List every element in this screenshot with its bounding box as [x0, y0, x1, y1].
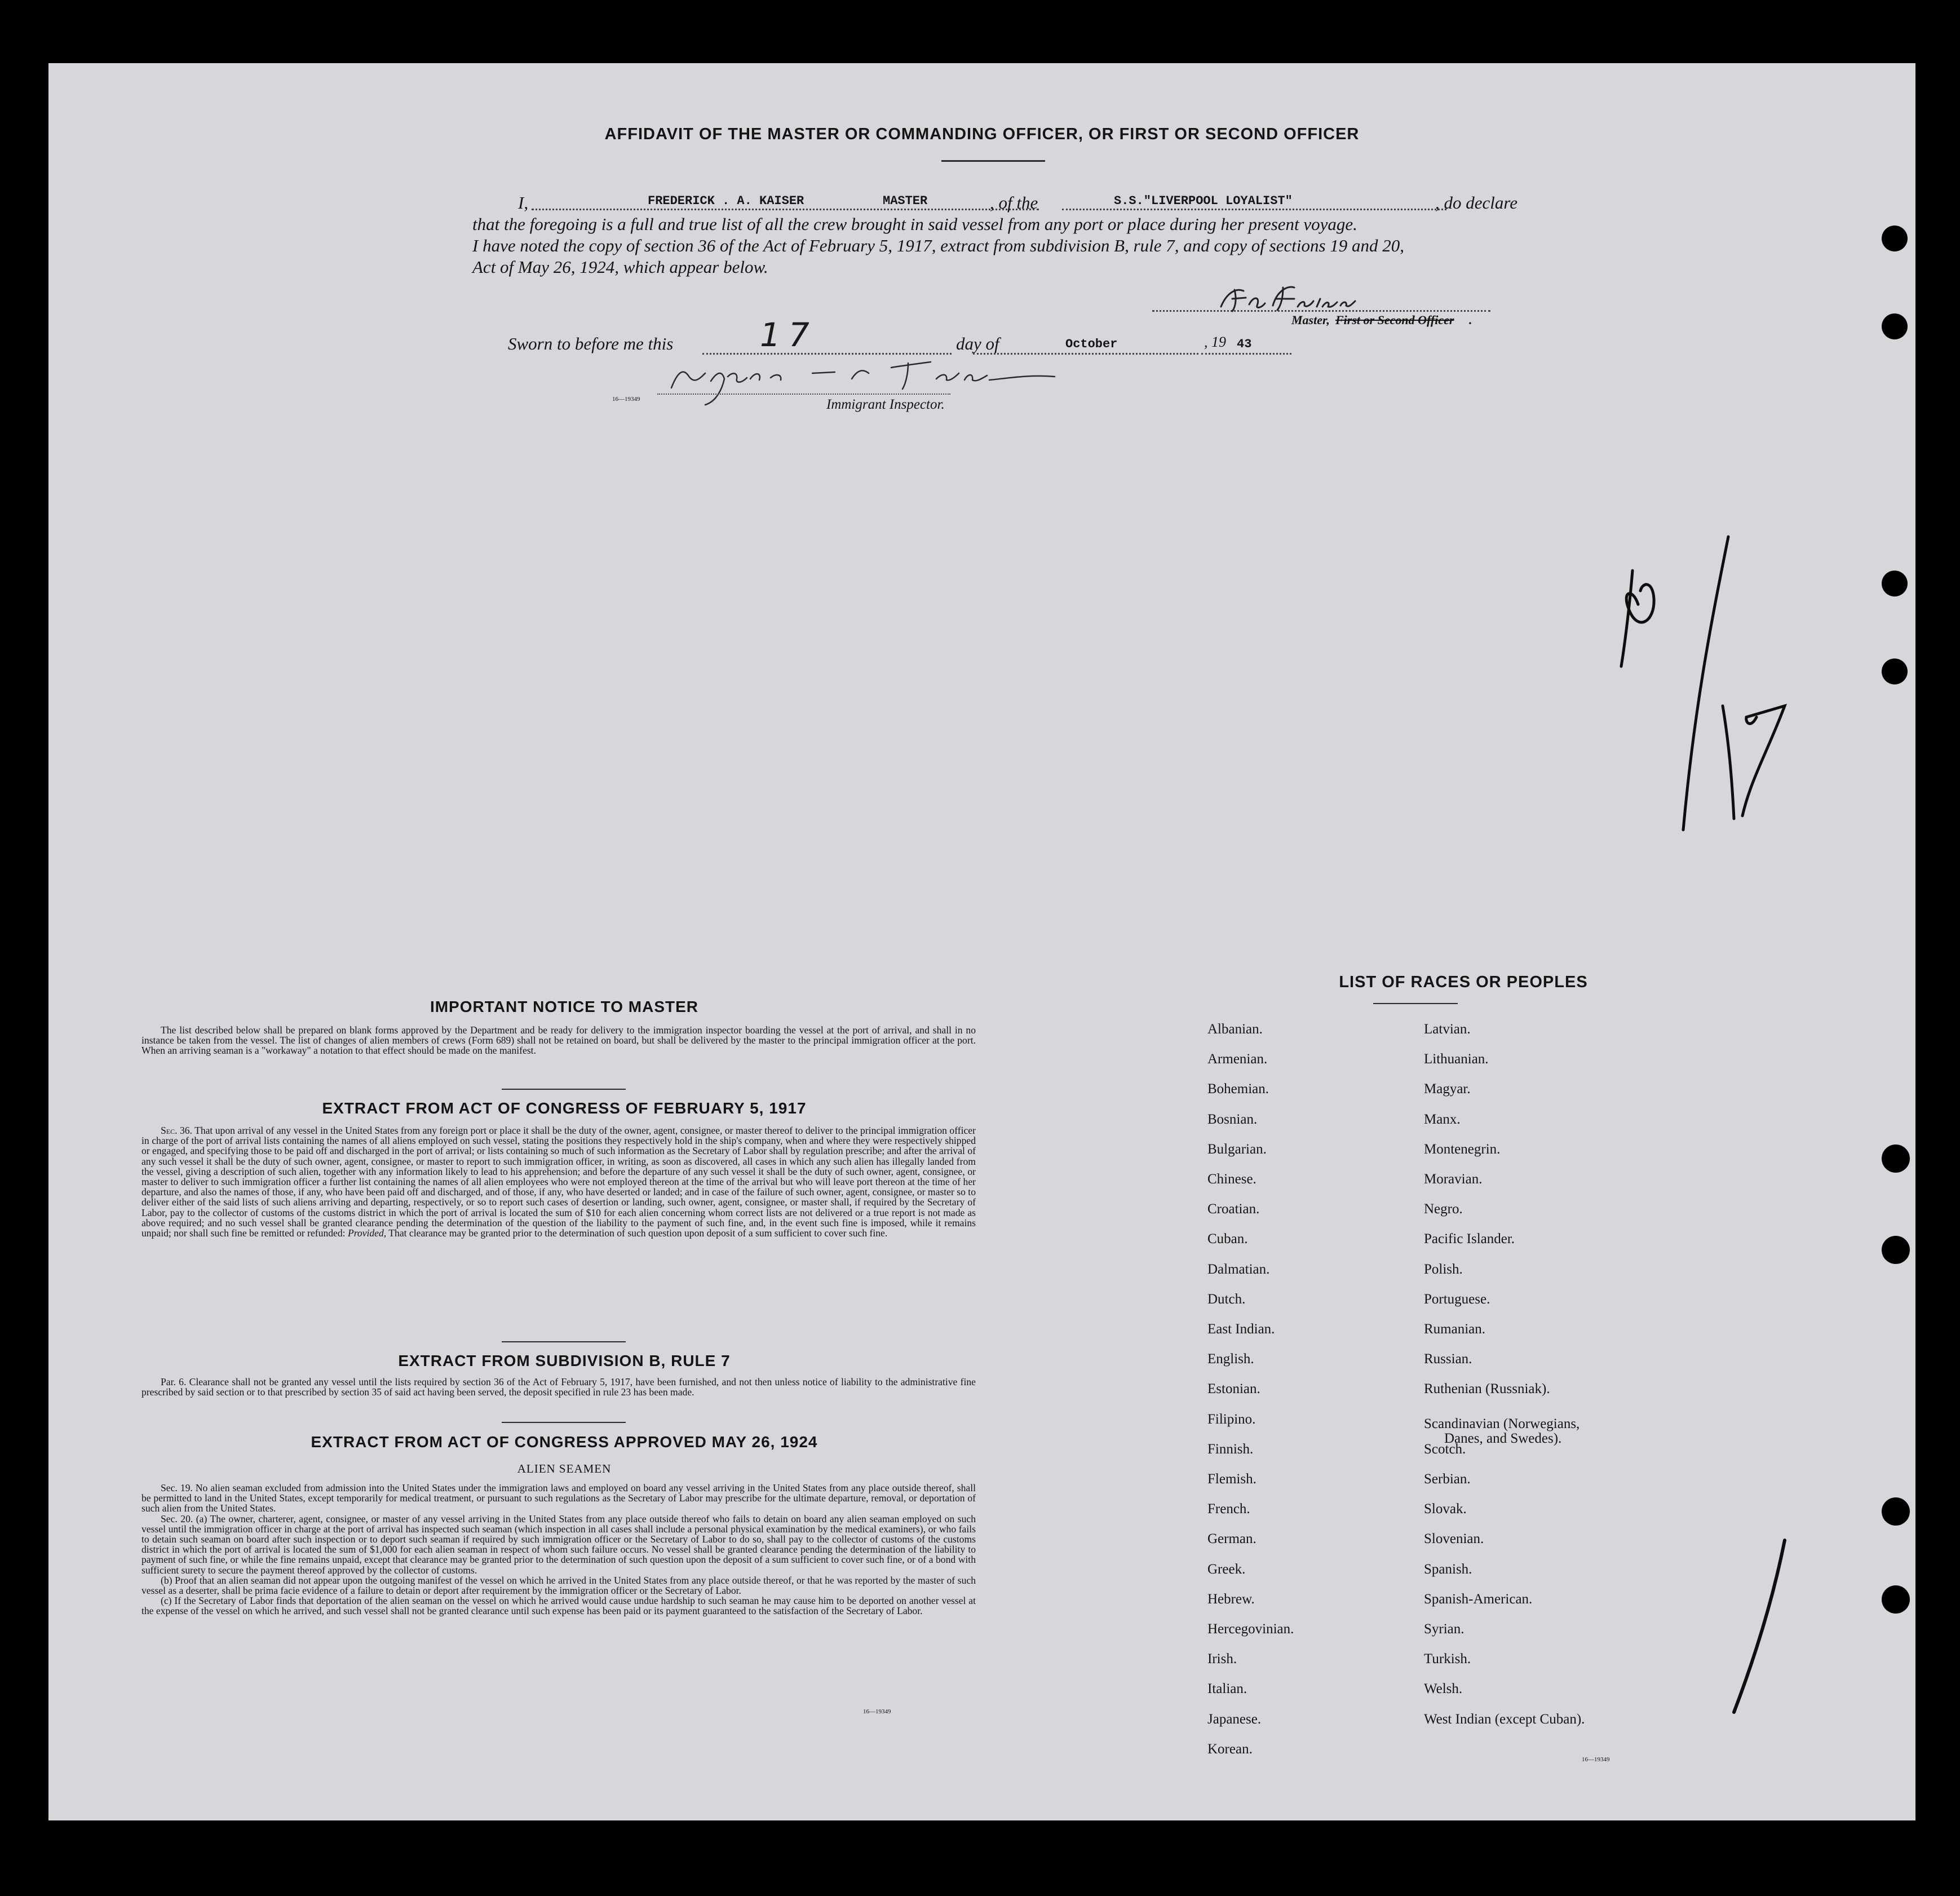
handwritten-date-note [1599, 537, 1881, 830]
race-item: Filipino. [1207, 1411, 1256, 1427]
race-item: Polish. [1424, 1261, 1463, 1277]
race-item: East Indian. [1207, 1322, 1275, 1337]
extract-1924-subtitle: ALIEN SEAMEN [517, 1462, 612, 1475]
master-name-typed: FREDERICK . A. KAISER [648, 194, 804, 208]
race-item: Croatian. [1207, 1201, 1260, 1217]
form-number-top: 16—19349 [612, 396, 640, 403]
race-item: Dalmatian. [1207, 1261, 1270, 1277]
extract-1917-block [141, 1125, 976, 1238]
extract-1924-block [141, 1483, 976, 1616]
race-item: Serbian. [1424, 1471, 1471, 1487]
sec36-label: Sec. 36. [161, 1125, 192, 1136]
affidavit-do-declare: , do declare [1435, 193, 1518, 213]
race-item: Negro. [1424, 1201, 1463, 1217]
year-prefix: , 19 [1204, 334, 1226, 350]
race-item: Scandinavian (Norwegians, [1424, 1416, 1580, 1431]
race-item: Welsh. [1424, 1681, 1463, 1697]
race-item: Albanian. [1207, 1022, 1263, 1037]
race-item: Slovenian. [1424, 1531, 1484, 1547]
document-page [48, 63, 1915, 1820]
sec20b-text: (b) Proof that an alien seaman did not appear upon the outgoing manifest of the vessel on which he arrived in the United States from any place outside thereof, or that he was reported by the master of such vessel as a deserter, shall be prima facie evidence of a failure to detain or deport after requirement by the immigration officer or the Secretary of Labor. [141, 1574, 976, 1597]
sworn-month-line [973, 353, 1198, 355]
notice-text: The list described below shall be prepared on blank forms approved by the Department and be ready for delivery to the immigration inspector boarding the vessel at the port of arrival, and shall in no instance be taken from the vessel. The list of changes of alien members of crews (Form 689) shall not be retained on board, but shall be delivered by the master to the principal immigration officer at the port. When an arriving seaman is a "workaway" a notation to that effect should be made on the manifest. [141, 1024, 976, 1057]
race-item: Finnish. [1207, 1441, 1254, 1457]
binder-hole [1882, 571, 1908, 596]
binder-hole [1882, 1144, 1910, 1173]
race-item: Chinese. [1207, 1172, 1256, 1187]
race-item: Armenian. [1207, 1051, 1268, 1067]
race-item: Cuban. [1207, 1231, 1248, 1247]
binder-hole [1882, 226, 1908, 251]
race-item: Hebrew. [1207, 1591, 1255, 1607]
race-item: Magyar. [1424, 1081, 1471, 1097]
race-item: Korean. [1207, 1741, 1253, 1757]
race-item: Japanese. [1207, 1711, 1262, 1727]
race-item: Pacific Islander. [1424, 1231, 1515, 1247]
sworn-day-line [702, 353, 952, 355]
races-divider [1373, 1003, 1458, 1004]
master-name-dotted-line [532, 209, 1039, 210]
day-of-text: day of [956, 334, 999, 353]
race-item: Portuguese. [1424, 1291, 1490, 1307]
sec20a-text: Sec. 20. (a) The owner, charterer, agent, consignee, or master of any vessel arriving in the United States from any place outside thereof who fails to detain on board any alien seaman employed on such vessel until the immigration officer in charge at the port of arrival has inspected such seaman (which inspection in all cases shall include a personal physical examination by the medical examiners), or who fails to detain such seaman on board after such inspection or to deport such seaman if required by such immigration officer or the Secretary of Labor to do so, shall pay to the collector of customs of the customs district in which the port of arrival is located the sum of $1,000 for each alien seaman in respect of whom such failure occurs. No vessel shall be granted clearance pending the determination of the liability to payment of such fine, or while the fine remains unpaid, except that clearance may be granted prior to the determination of such question upon the deposit of a sum sufficient to cover such fine, or of a bond with sufficient surety to secure the payment thereof approved by the collector of customs. [141, 1513, 976, 1576]
master-role-typed: MASTER [883, 194, 928, 208]
signature-caption-struck: First or Second Officer [1335, 313, 1454, 327]
extract-1917-title: EXTRACT FROM ACT OF CONGRESS OF FEBRUARY 5, 1917 [322, 1099, 807, 1117]
inspector-caption: Immigrant Inspector. [826, 397, 945, 412]
race-item: Bohemian. [1207, 1081, 1269, 1097]
race-item: Flemish. [1207, 1471, 1256, 1487]
races-title: LIST OF RACES OR PEOPLES [1339, 973, 1588, 991]
sec36-proviso-text: That clearance may be granted prior to the determination of such question upon deposit of a sum sufficient to cover such fine. [388, 1227, 888, 1239]
form-number-bottom-right: 16—19349 [1582, 1756, 1610, 1763]
notice-text-block [141, 1025, 976, 1056]
race-item: Dutch. [1207, 1291, 1246, 1307]
sec36-proviso: Provided, [347, 1227, 387, 1239]
vessel-dotted-line [1062, 209, 1446, 210]
race-item: Scotch. [1424, 1441, 1466, 1457]
race-item: Hercegovinian. [1207, 1621, 1294, 1637]
title-divider [941, 160, 1045, 162]
signature-caption-master: Master, [1291, 313, 1330, 327]
race-item: Russian. [1424, 1351, 1472, 1367]
race-item: Bosnian. [1207, 1111, 1258, 1127]
extract-1917-divider [502, 1341, 626, 1342]
binder-hole [1882, 1585, 1910, 1614]
affidavit-line2: that the foregoing is a full and true list of all the crew brought in said vessel from any port or place during her present voyage. [472, 214, 1357, 234]
signature-caption-end: . [1469, 313, 1472, 327]
handwritten-count-note [1728, 1535, 1796, 1721]
race-item: Irish. [1207, 1651, 1237, 1667]
race-item: Moravian. [1424, 1172, 1483, 1187]
extract-1924-title: EXTRACT FROM ACT OF CONGRESS APPROVED MAY 26, 1924 [311, 1433, 818, 1451]
year-suffix-typed: 43 [1237, 337, 1252, 351]
affidavit-line3: I have noted the copy of section 36 of the Act of February 5, 1917, extract from subdivision B, rule 7, and copy of sections 19 and 20, [472, 236, 1405, 255]
rule7-title: EXTRACT FROM SUBDIVISION B, RULE 7 [398, 1352, 731, 1369]
binder-hole [1882, 1497, 1910, 1526]
race-item: Estonian. [1207, 1381, 1260, 1397]
affidavit-line4: Act of May 26, 1924, which appear below. [472, 257, 768, 277]
form-number-bottom-left: 16—19349 [863, 1708, 891, 1715]
race-item: French. [1207, 1501, 1250, 1517]
rule7-block [141, 1377, 976, 1397]
sec19-text: Sec. 19. No alien seaman excluded from admission into the United States under the immigration laws and employed on board any vessel arriving in the United States from any place outside thereof, shall be permitted to land in the United States, except temporarily for medical treatment, or pursuant to such regulations as the Secretary of Labor may prescribe for the ultimate departure, removal, or deportation of such alien from the United States. [141, 1482, 976, 1514]
binder-hole [1882, 1236, 1910, 1264]
sec36-text: That upon arrival of any vessel in the United States from any foreign port or place it shall be the duty of the owner, agent, consignee, or master thereof to deliver to the principal immigration officer in charge of the port of arrival lists containing the names of all aliens employed on such vessel, stating the positions they respectively hold in the ship's company, when and where they were respectively shipped or engaged, and specifying those to be paid off and discharged in the port of arrival; or lists containing so much of such information as the Secretary of Labor shall by regulation prescribe; and after the arrival of any such vessel it shall be the duty of such owner, agent, consignee, or master to report to such immigration officer, in writing, as soon as discovered, all cases in which any such alien has illegally landed from the vessel, giving a description of such alien, together with any information likely to lead to his apprehension; and before the departure of any such vessel it shall be the duty of such owner, agent, consignee, or master to deliver to such immigration officer a further list containing the names of all alien employees who were not employed thereon at the time of the arrival but who will leave port thereon at the time of her departure, and also the names of those, if any, who have been paid off and discharged, and of those, if any, who have deserted or landed; and in case of the failure of such owner, agent, consignee, or master so to deliver either of the said lists of such aliens arriving and departing, respectively, or so to report such cases of desertion or landing, such owner, agent, consignee, or master shall, if required by the Secretary of Labor, pay to the collector of customs of the customs district in which the port of arrival is located the sum of $10 for each alien concerning whom correct lists are not delivered or a true report is not made as above required; and no such vessel shall be granted clearance pending the determination of the question of the liability to the payment of such fine, and, in the event such fine is imposed, while it remains unpaid; nor shall such fine be remitted or refunded: [141, 1125, 976, 1239]
sworn-month-typed: October [1065, 337, 1118, 351]
race-item: Turkish. [1424, 1651, 1471, 1667]
binder-hole [1882, 313, 1908, 339]
race-item: Spanish-American. [1424, 1591, 1533, 1607]
race-item: Montenegrin. [1424, 1141, 1501, 1157]
binder-hole [1882, 658, 1908, 684]
race-item: Danes, and Swedes). [1444, 1430, 1562, 1446]
race-item: Bulgarian. [1207, 1141, 1267, 1157]
sec20c-text: (c) If the Secretary of Labor finds that deportation of the alien seaman on the vessel on which he arrived would cause undue hardship to such seaman he may cause him to be deported on another vessel at the expense of the vessel on which he arrived, and such vessel shall not be granted clearance until such expense has been paid or its payment guaranteed to the satisfaction of the Secretary of Labor. [141, 1595, 976, 1617]
race-item: Greek. [1207, 1561, 1246, 1577]
rule7-divider [502, 1422, 626, 1423]
year-line [1201, 353, 1291, 355]
rule7-text: Par. 6. Clearance shall not be granted any vessel until the lists required by section 36 of the Act of February 5, 1917, have been furnished, and not then unless notice of liability to the administrative fine prescribed by said section or to that prescribed by section 35 of said act having been served, the deposit specified in rule 23 has been made. [141, 1376, 976, 1398]
race-item: Latvian. [1424, 1022, 1471, 1037]
inspector-signature-line [657, 394, 950, 395]
affidavit-line1-i: I, [518, 193, 529, 213]
race-item: West Indian (except Cuban). [1424, 1711, 1585, 1727]
race-item: Lithuanian. [1424, 1051, 1489, 1067]
notice-title: IMPORTANT NOTICE TO MASTER [430, 998, 699, 1015]
notice-divider [502, 1089, 626, 1090]
affidavit-of-the: , of the [990, 193, 1038, 213]
race-item: Slovak. [1424, 1501, 1467, 1517]
affidavit-title: AFFIDAVIT OF THE MASTER OR COMMANDING OFFICER, OR FIRST OR SECOND OFFICER [604, 125, 1360, 143]
race-item: English. [1207, 1351, 1254, 1367]
race-item: Spanish. [1424, 1561, 1472, 1577]
master-signature [1210, 282, 1458, 316]
sworn-text: Sworn to before me this [508, 334, 674, 353]
race-item: Italian. [1207, 1681, 1247, 1697]
race-item: Syrian. [1424, 1621, 1465, 1637]
race-item: Ruthenian (Russniak). [1424, 1381, 1550, 1397]
race-item: Manx. [1424, 1111, 1461, 1127]
race-item: Rumanian. [1424, 1322, 1486, 1337]
sworn-day-handwritten: 17 [760, 316, 817, 354]
vessel-name-typed: S.S."LIVERPOOL LOYALIST" [1114, 194, 1293, 208]
race-item: German. [1207, 1531, 1256, 1547]
